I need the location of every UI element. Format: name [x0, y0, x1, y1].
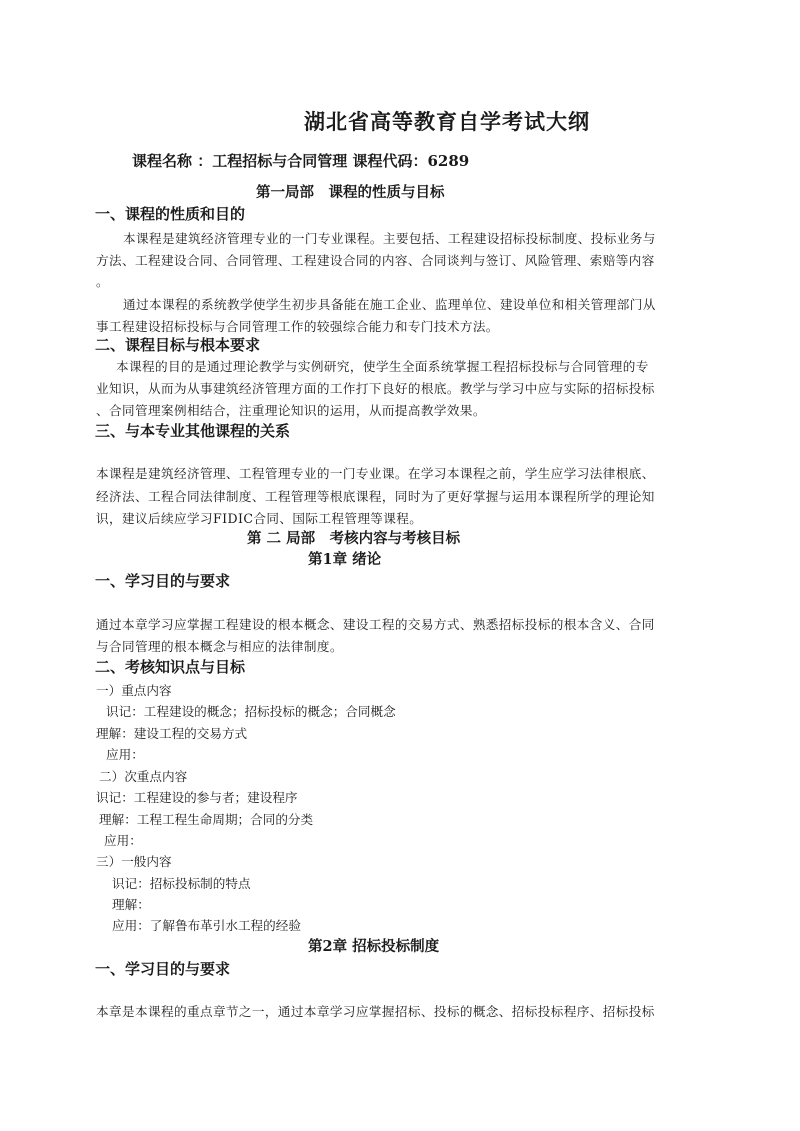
outline-item: 二）次重点内容 [99, 769, 188, 784]
paragraph-line: 本课程是建筑经济管理、工程管理专业的一门专业课。在学习本课程之前，学生应学习法律根底、 [96, 466, 655, 481]
paragraph-line: 通过本章学习应掌握工程建设的根本概念、建设工程的交易方式、熟悉招标投标的根本含义、合同 [96, 617, 655, 632]
paragraph-line: 与合同管理的根本概念与相应的法律制度。 [96, 639, 343, 654]
outline-item: 应用： [106, 747, 144, 762]
paragraph-line: 、合同管理案例相结合，注重理论知识的运用，从而提高教学效果。 [96, 403, 486, 418]
section-heading-nature: 一、课程的性质和目的 [95, 205, 246, 223]
section-heading-goals: 二、课程目标与根本要求 [95, 336, 261, 354]
paragraph-line: 业知识，从而为从事建筑经济管理方面的工作打下良好的根底。教学与学习中应与实际的招标投标 [96, 381, 655, 396]
outline-item: 理解：工程工程生命周期；合同的分类 [99, 812, 314, 827]
outline-item: 应用：了解鲁布革引水工程的经验 [112, 918, 301, 933]
chapter1-learning-heading: 一、学习目的与要求 [95, 572, 231, 590]
outline-item: 理解：建设工程的交易方式 [96, 726, 248, 741]
chapter-heading-2: 第2章 招标投标制度 [308, 938, 440, 955]
paragraph-line: 本章是本课程的重点章节之一，通过本章学习应掌握招标、投标的概念、招标投标程序、招标投标 [96, 1004, 655, 1019]
paragraph-line: 事工程建设招标投标与合同管理工作的较强综合能力和专门技术方法。 [96, 319, 499, 334]
outline-item: 理解： [112, 897, 150, 912]
paragraph-line: 方法、工程建设合同、合同管理、工程建设合同的内容、合同谈判与签订、风险管理、索赔等内容 [96, 253, 655, 268]
course-line: 课程名称 ：工程招标与合同管理 课程代码：6289 [132, 152, 470, 170]
paragraph-line: 本课程的目的是通过理论教学与实例研究，使学生全面系统掌握工程招标投标与合同管理的专 [116, 359, 649, 374]
outline-item: 识记：工程建设的参与者；建设程序 [96, 790, 298, 805]
paragraph-line: 通过本课程的系统教学使学生初步具备能在施工企业、监理单位、建设单位和相关管理部门从 [123, 297, 656, 312]
part-heading-2: 第 二 局部 考核内容与考核目标 [247, 530, 461, 547]
outline-item: 应用： [104, 833, 142, 848]
paragraph-line: 。 [96, 274, 109, 289]
outline-item: 识记：招标投标制的特点 [112, 876, 251, 891]
document-title: 湖北省高等教育自学考试大纲 [304, 109, 590, 134]
paragraph-line: 经济法、工程合同法律制度、工程管理等根底课程，同时为了更好掌握与运用本课程所学的理论知 [96, 489, 655, 504]
outline-item: 一）重点内容 [96, 683, 172, 698]
paragraph-line: 本课程是建筑经济管理专业的一门专业课程。主要包括、工程建设招标投标制度、投标业务与 [123, 231, 656, 246]
outline-item: 三）一般内容 [96, 854, 172, 869]
paragraph-line: 识，建议后续应学习FIDIC合同、国际工程管理等课程。 [96, 511, 423, 526]
outline-item: 识记：工程建设的概念；招标投标的概念；合同概念 [106, 704, 396, 719]
chapter2-learning-heading: 一、学习目的与要求 [95, 960, 231, 978]
section-heading-relations: 三、与本专业其他课程的关系 [95, 422, 291, 440]
chapter-heading-1: 第1章 绪论 [308, 551, 382, 568]
part-heading-1: 第一局部 课程的性质与目标 [256, 184, 445, 201]
chapter1-points-heading: 二、考核知识点与目标 [95, 658, 246, 676]
